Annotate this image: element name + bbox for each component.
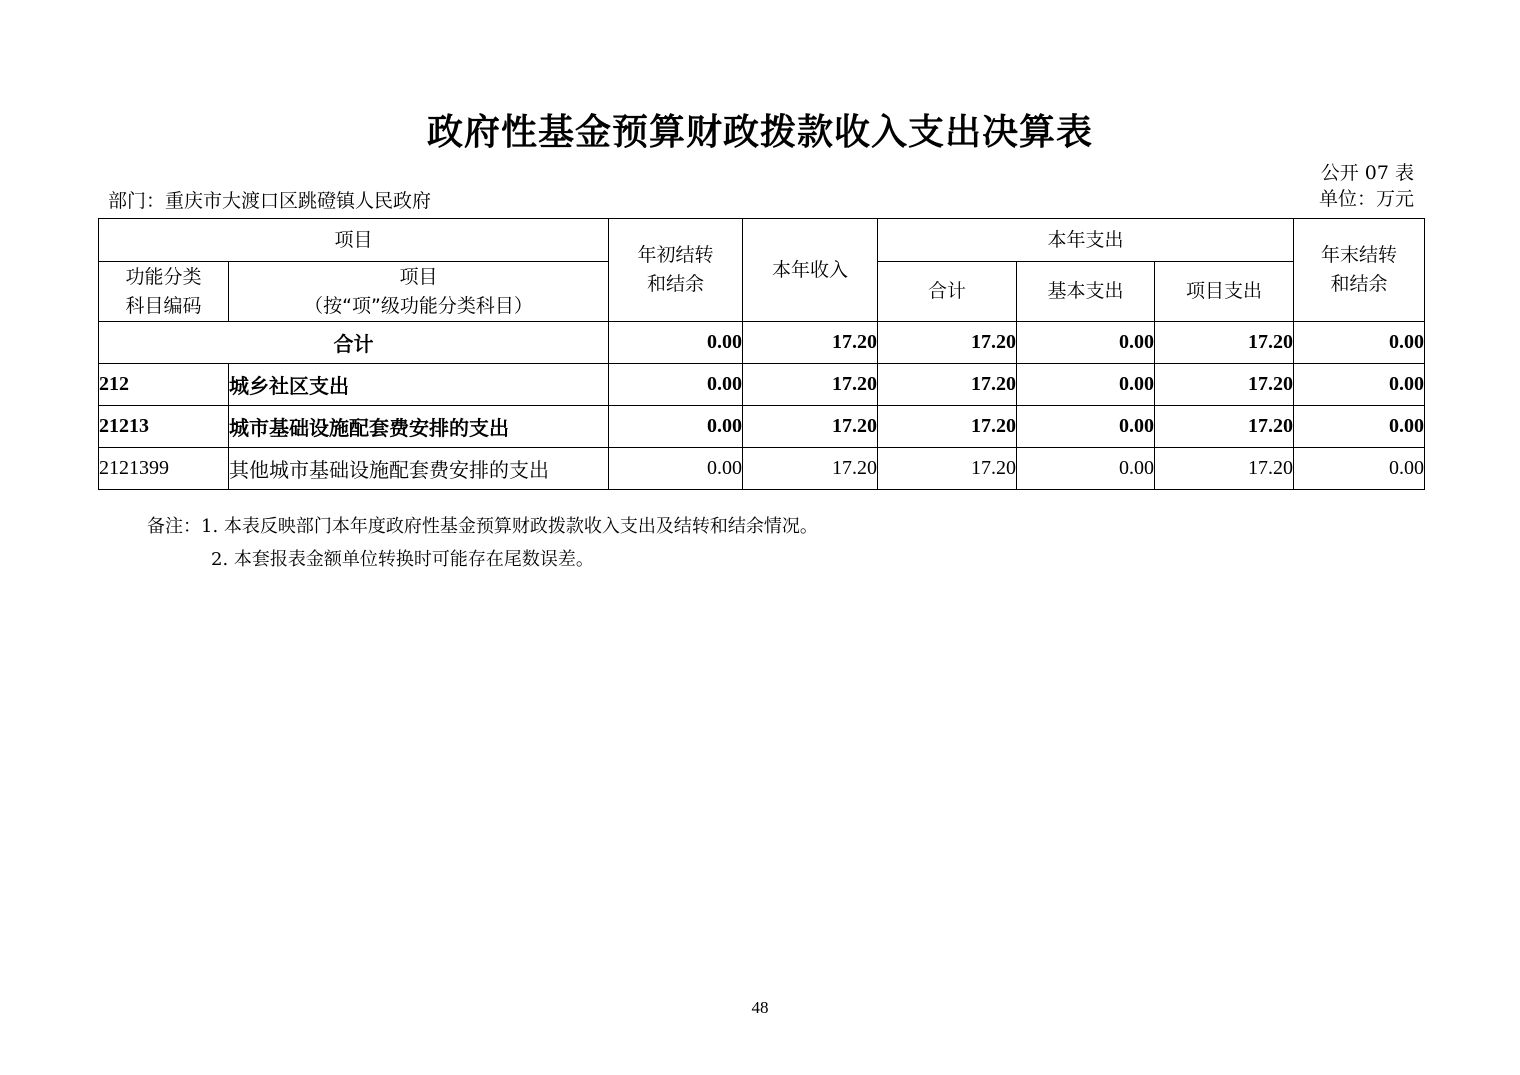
row-code: 21213	[99, 406, 229, 448]
row-code: 212	[99, 364, 229, 406]
page-title: 政府性基金预算财政拨款收入支出决算表	[426, 112, 1093, 153]
total-cell: 0.00	[609, 322, 743, 364]
page-number: 48	[751, 998, 769, 1017]
row-name: 城乡社区支出	[229, 364, 609, 406]
row-value: 0.00	[1294, 364, 1425, 406]
row-value: 0.00	[1294, 406, 1425, 448]
header-exp-project: 项目支出	[1155, 262, 1294, 322]
table-row	[99, 364, 1425, 406]
header-item-name: 项目 （按“项”级功能分类科目）	[229, 262, 609, 322]
form-number: 公开 07 表	[1320, 162, 1414, 184]
department-label: 部门：重庆市大渡口区跳磴镇人民政府	[108, 190, 432, 212]
table-body	[99, 322, 1425, 490]
header-func-code: 功能分类 科目编码	[99, 262, 229, 322]
row-value: 17.20	[743, 364, 878, 406]
total-label: 合计	[99, 322, 609, 364]
row-value: 17.20	[743, 448, 878, 490]
row-value: 0.00	[1017, 448, 1155, 490]
row-value: 17.20	[878, 406, 1017, 448]
header-opening: 年初结转 和结余	[609, 219, 743, 322]
row-code: 2121399	[99, 448, 229, 490]
unit-label: 单位：万元	[1318, 188, 1414, 210]
row-value: 0.00	[609, 448, 743, 490]
row-value: 0.00	[1017, 364, 1155, 406]
total-cell: 0.00	[1294, 322, 1425, 364]
note-item: 1. 本表反映部门本年度政府性基金预算财政拨款收入支出及结转和结余情况。	[201, 516, 818, 537]
header-exp-basic: 基本支出	[1017, 262, 1155, 322]
row-value: 17.20	[1155, 406, 1294, 448]
header-item-group: 项目	[99, 219, 609, 262]
row-value: 17.20	[1155, 364, 1294, 406]
row-value: 17.20	[743, 406, 878, 448]
row-value: 17.20	[878, 364, 1017, 406]
header-income: 本年收入	[743, 219, 878, 322]
row-value: 17.20	[878, 448, 1017, 490]
budget-table	[98, 218, 1425, 490]
total-cell: 17.20	[878, 322, 1017, 364]
row-name: 城市基础设施配套费安排的支出	[229, 406, 609, 448]
row-value: 0.00	[609, 364, 743, 406]
header-closing: 年末结转 和结余	[1294, 219, 1425, 322]
row-value: 0.00	[1017, 406, 1155, 448]
notes	[147, 510, 818, 576]
row-value: 0.00	[1294, 448, 1425, 490]
total-row	[99, 322, 1425, 364]
table-row	[99, 406, 1425, 448]
total-cell: 0.00	[1017, 322, 1155, 364]
row-name: 其他城市基础设施配套费安排的支出	[229, 448, 609, 490]
notes-label: 备注：	[147, 516, 201, 537]
total-cell: 17.20	[743, 322, 878, 364]
header-expense-group: 本年支出	[878, 219, 1294, 262]
header-exp-total: 合计	[878, 262, 1017, 322]
note-item: 2. 本套报表金额单位转换时可能存在尾数误差。	[211, 549, 594, 570]
total-cell: 17.20	[1155, 322, 1294, 364]
row-value: 17.20	[1155, 448, 1294, 490]
table-row	[99, 448, 1425, 490]
row-value: 0.00	[609, 406, 743, 448]
